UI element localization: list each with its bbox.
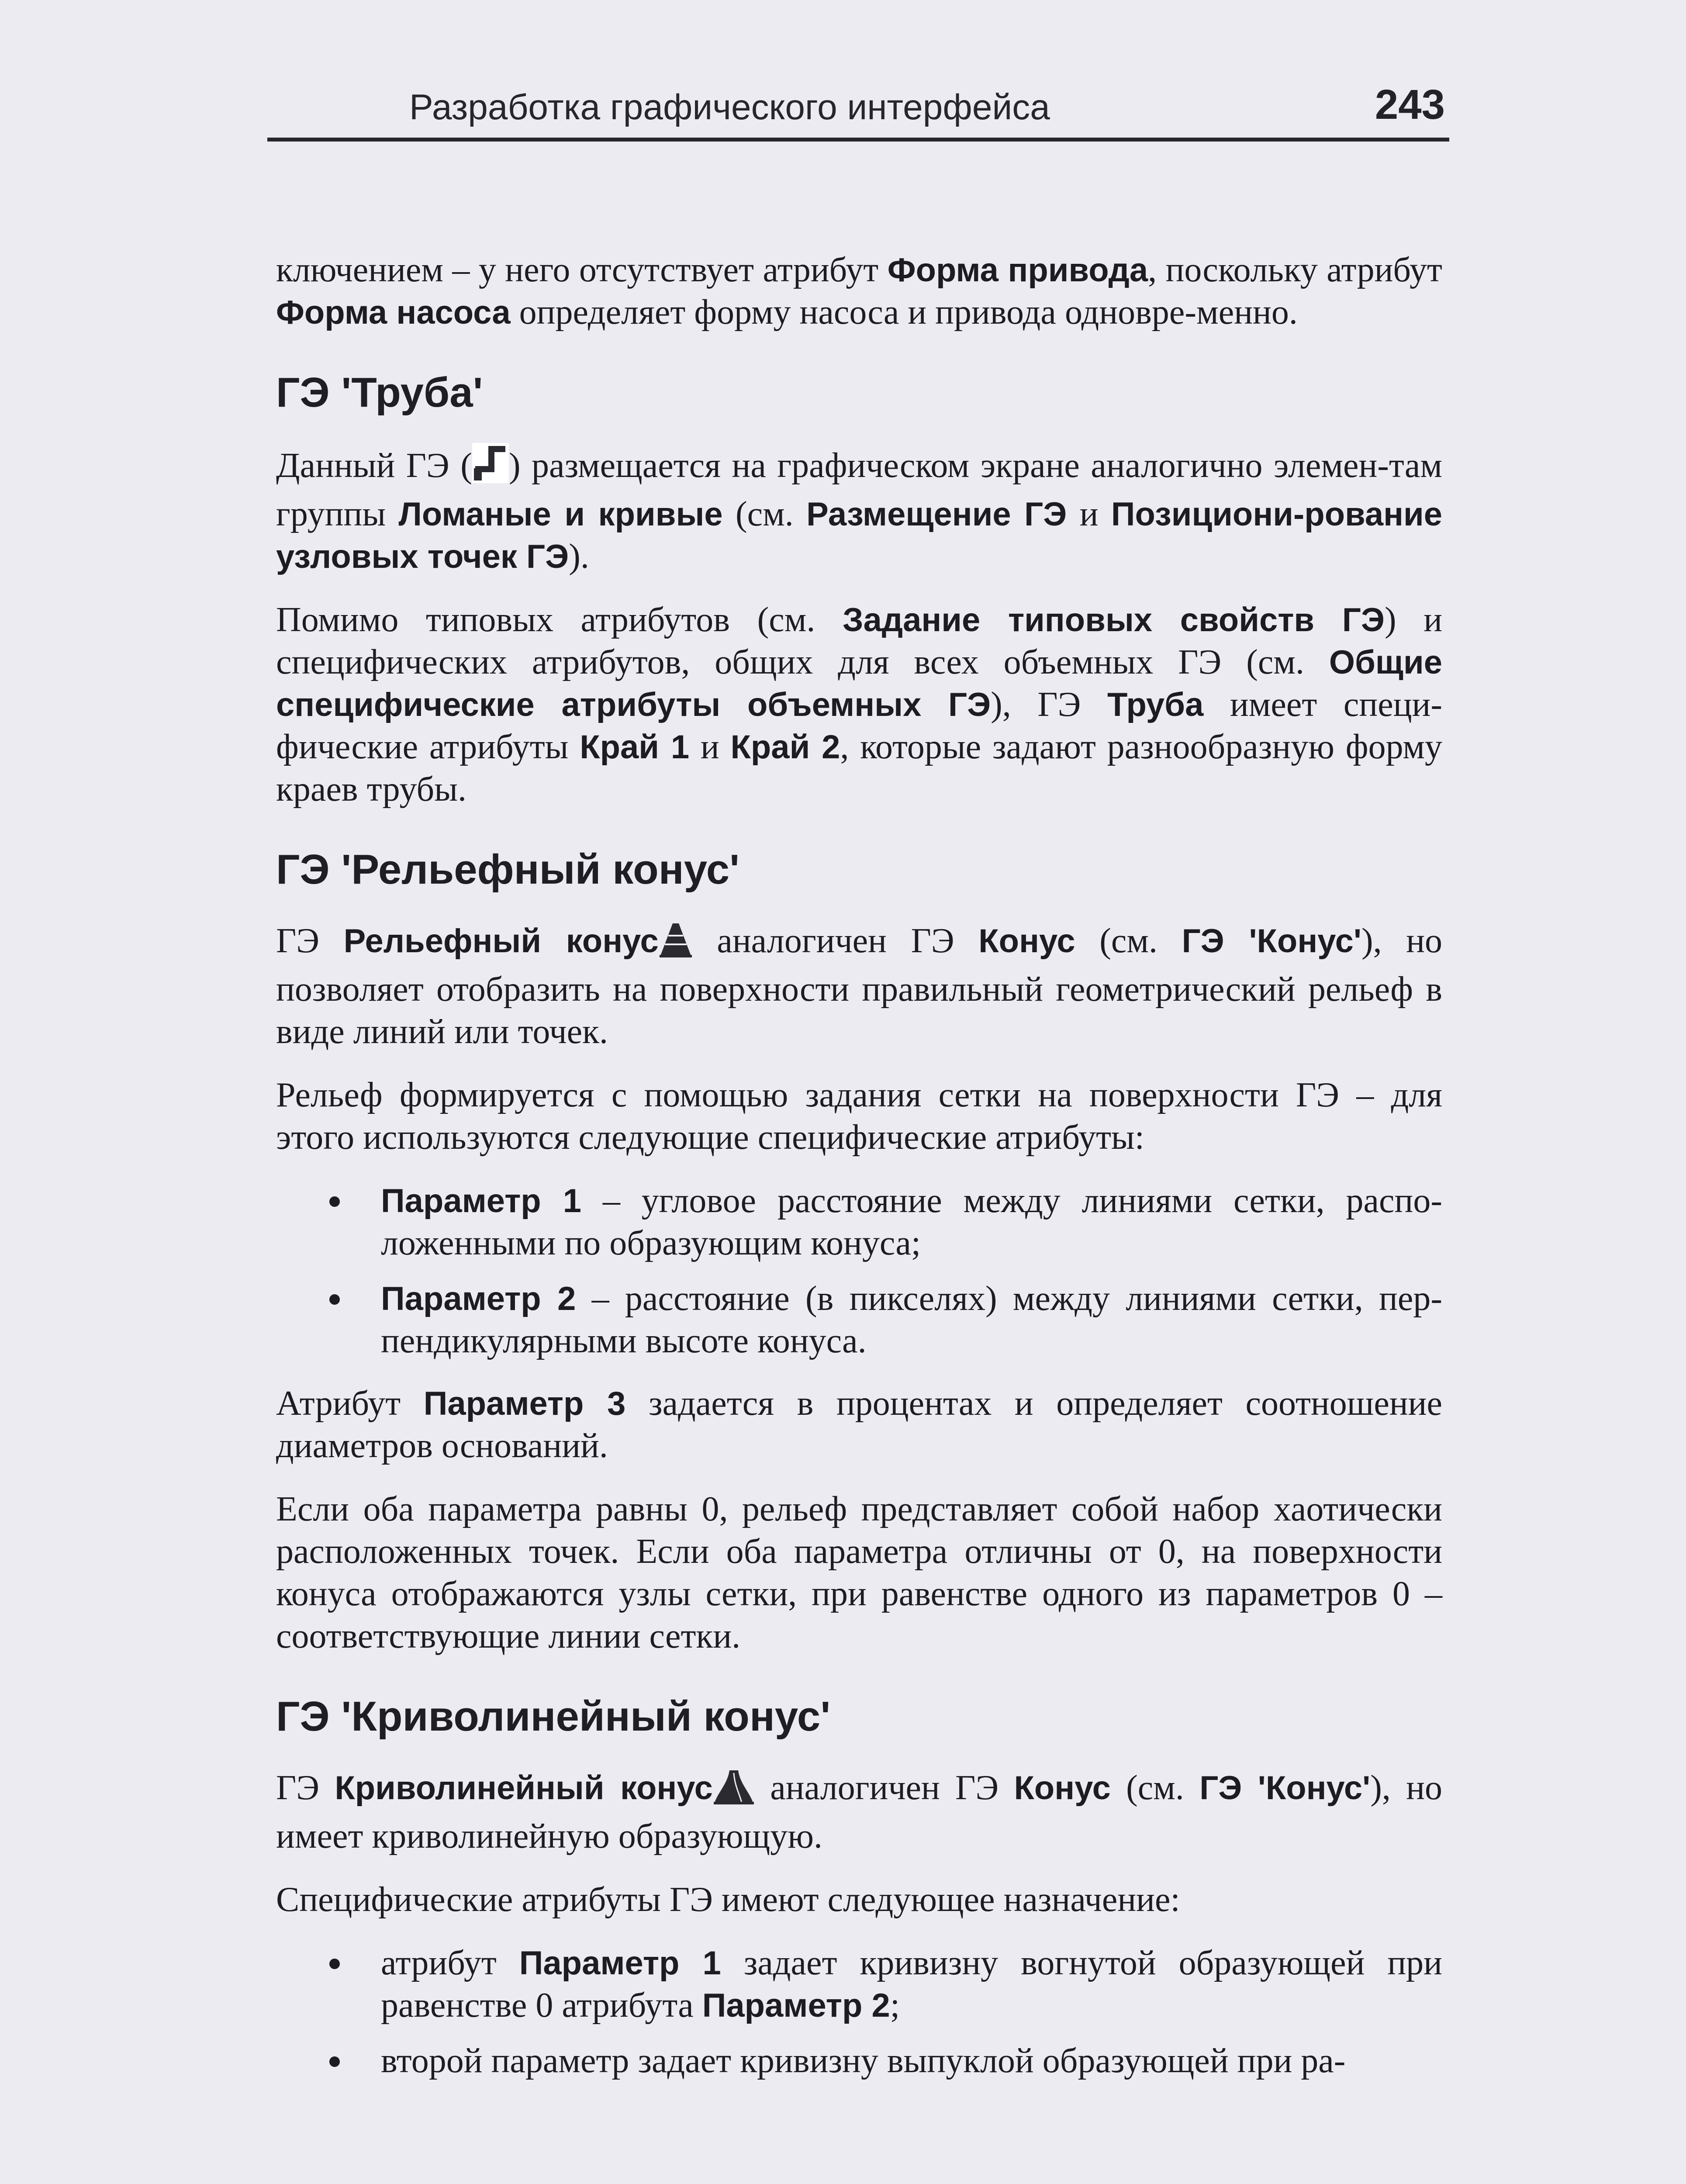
term-edge-1: Край 1 — [580, 729, 690, 766]
term-common-volumetric: Общие специфические атрибуты объемных ГЭ — [276, 644, 1442, 723]
term-parameter-1: Параметр 1 — [381, 1182, 581, 1220]
body-text — [276, 249, 1442, 2102]
term-pump-drive-form: Форма привода — [887, 252, 1148, 289]
text-run: ГЭ — [276, 1769, 335, 1807]
text-run: , поскольку атрибут — [1148, 251, 1442, 289]
term-node-positioning: Позициони-рование узловых точек ГЭ — [276, 496, 1442, 575]
relief-attribute-list — [276, 1180, 1442, 1362]
term-relief-cone: Рельефный конус — [343, 923, 659, 960]
tube-icon — [472, 443, 509, 493]
text-run: аналогичен ГЭ — [754, 1769, 1014, 1807]
running-header — [267, 76, 1449, 142]
text-run: ; — [890, 1986, 900, 2025]
paragraph-tube-attributes — [276, 599, 1442, 811]
text-run: имеет специ-фические атрибуты — [276, 685, 1442, 766]
paragraph-relief-param3 — [276, 1382, 1442, 1467]
text-run: атрибут — [381, 1944, 519, 1982]
term-parameter-3: Параметр 3 — [423, 1385, 626, 1422]
page-number: 243 — [1375, 81, 1445, 128]
running-title: Разработка графического интерфейса — [409, 87, 1050, 127]
text-run: ГЭ — [276, 922, 344, 960]
term-tube: Труба — [1107, 686, 1204, 723]
text-run: ключением – у него отсутствует атрибут — [276, 251, 888, 289]
text-run: задает кривизну вогнутой образующей при равенстве 0 атрибута — [381, 1944, 1442, 2025]
term-typical-properties: Задание типовых свойств ГЭ — [843, 601, 1385, 639]
curved-attribute-list — [276, 1942, 1442, 2082]
heading-curved-cone: ГЭ 'Криволинейный конус' — [276, 1693, 831, 1740]
curved-cone-icon — [713, 1769, 755, 1815]
term-cone: Конус — [978, 923, 1075, 960]
text-run: ), но позволяет отобразить на поверхности правильный геометрический рельеф в виде линий или точек. — [276, 922, 1443, 1051]
term-polylines-curves: Ломаные и кривые — [398, 496, 723, 533]
term-edge-2: Край 2 — [730, 729, 840, 766]
relief-cone-icon — [659, 922, 693, 968]
text-run: ) размещается на графическом экране аналогично элемен-там группы — [276, 446, 1442, 533]
heading-tube: ГЭ 'Труба' — [276, 369, 483, 416]
text-run: (см. — [1075, 922, 1182, 960]
term-cone-ref: ГЭ 'Конус' — [1199, 1769, 1371, 1807]
text-run: ), ГЭ — [991, 685, 1107, 724]
paragraph-relief-grid: Рельеф формируется с помощью задания сетки на поверхности ГЭ – для этого используются следующие специфические атрибуты: — [276, 1076, 1442, 1157]
heading-relief-cone: ГЭ 'Рельефный конус' — [276, 846, 739, 893]
paragraph-intro — [276, 249, 1442, 334]
text-run: ) и специфических атрибутов, общих для всех объемных ГЭ (см. — [276, 601, 1443, 681]
paragraph-relief-zero: Если оба параметра равны 0, рельеф представляет собой набор хаотически расположенных точек. Если оба параметра отличны от 0, на поверхности конуса отображаются узлы сетки, при равенстве одного из параметров 0 – соответствующие линии сетки. — [276, 1490, 1442, 1655]
term-parameter-2: Параметр 2 — [702, 1987, 890, 2024]
text-run: Помимо типовых атрибутов (см. — [276, 601, 843, 639]
text-run: – угловое расстояние между линиями сетки, распо-ложенными по образующим конуса; — [381, 1182, 1442, 1262]
list-item — [276, 1942, 1442, 2027]
term-curved-cone: Криволинейный конус — [335, 1769, 713, 1807]
text-run: Атрибут — [276, 1384, 424, 1423]
term-cone-ref: ГЭ 'Конус' — [1182, 923, 1361, 960]
term-pump-form: Форма насоса — [276, 294, 511, 331]
text-run: второй параметр задает кривизну выпуклой образующей при ра- — [381, 2042, 1346, 2080]
text-run: , которые задают разнообразную форму краев трубы. — [276, 728, 1443, 809]
text-run: задается в процентах и определяет соотношение диаметров оснований. — [276, 1384, 1442, 1465]
text-run: и — [689, 728, 731, 766]
list-item — [276, 1278, 1442, 1362]
text-run: и — [1067, 495, 1111, 533]
paragraph-curved-attributes: Специфические атрибуты ГЭ имеют следующее назначение: — [276, 1880, 1180, 1919]
text-run: Данный ГЭ ( — [276, 446, 472, 485]
text-run: (см. — [722, 495, 807, 533]
text-run: ), но имеет криволинейную образующую. — [276, 1769, 1442, 1856]
list-item — [276, 2040, 1442, 2082]
text-run: аналогичен ГЭ — [692, 922, 979, 960]
paragraph-relief-intro — [276, 920, 1442, 1053]
text-run: (см. — [1110, 1769, 1200, 1807]
term-parameter-2: Параметр 2 — [381, 1280, 576, 1317]
text-run: – расстояние (в пикселях) между линиями сетки, пер-пендикулярными высоте конуса. — [381, 1279, 1442, 1360]
paragraph-tube-placement — [276, 443, 1442, 578]
paragraph-curved-intro — [276, 1767, 1442, 1858]
text-run: определяет форму насоса и привода одновре-менно. — [510, 293, 1298, 332]
text-run: ). — [569, 537, 589, 576]
list-item — [276, 1180, 1442, 1265]
term-cone: Конус — [1014, 1769, 1111, 1807]
term-placement: Размещение ГЭ — [806, 496, 1067, 533]
term-parameter-1: Параметр 1 — [519, 1945, 721, 1982]
